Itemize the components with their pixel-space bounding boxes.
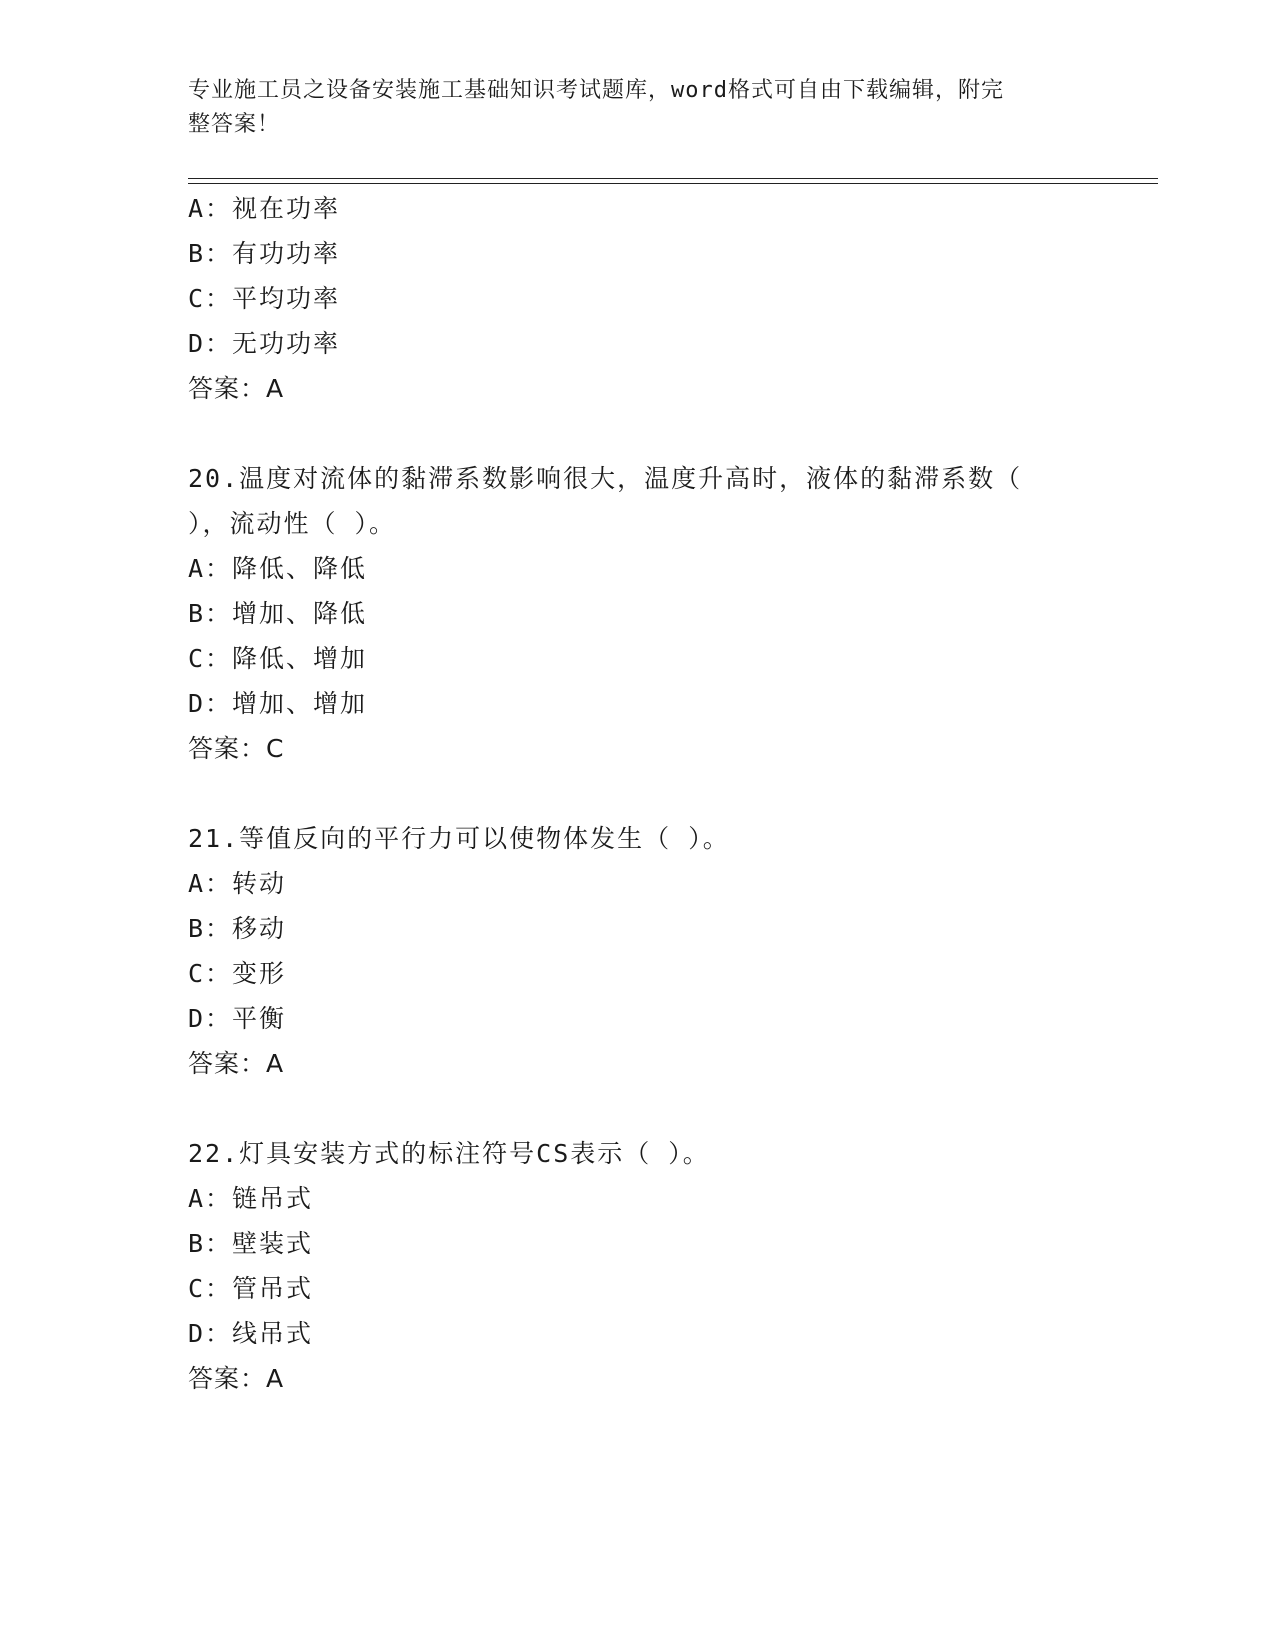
option-c: C：平均功率 xyxy=(188,284,341,313)
header-line-2: 整答案！ xyxy=(188,112,281,137)
option-b: B：有功功率 xyxy=(188,239,341,268)
option-c: C：变形 xyxy=(188,959,287,988)
option-a: A：视在功率 xyxy=(188,194,341,223)
option-d: D：增加、增加 xyxy=(188,689,368,718)
header-divider-top xyxy=(188,178,1158,179)
answer: 答案：A xyxy=(188,374,285,403)
option-d: D：线吊式 xyxy=(188,1319,314,1348)
header-line-1: 专业施工员之设备安装施工基础知识考试题库，word格式可自由下载编辑，附完 xyxy=(188,78,1004,103)
answer: 答案：A xyxy=(188,1364,285,1393)
document-header xyxy=(188,74,1088,142)
question-text: 22.灯具安装方式的标注符号CS表示（ ）。 xyxy=(188,1139,710,1168)
option-b: B：壁装式 xyxy=(188,1229,314,1258)
option-d: D：平衡 xyxy=(188,1004,287,1033)
option-a: A：转动 xyxy=(188,869,287,898)
option-b: B：增加、降低 xyxy=(188,599,368,628)
option-c: C：管吊式 xyxy=(188,1274,314,1303)
option-a: A：降低、降低 xyxy=(188,554,368,583)
answer: 答案：A xyxy=(188,1049,285,1078)
option-a: A：链吊式 xyxy=(188,1184,314,1213)
header-divider-bottom xyxy=(188,183,1158,184)
answer: 答案：C xyxy=(188,734,285,763)
question-text-continued: ），流动性（ ）。 xyxy=(188,509,397,538)
question-text: 21.等值反向的平行力可以使物体发生（ ）。 xyxy=(188,824,730,853)
option-c: C：降低、增加 xyxy=(188,644,368,673)
option-b: B：移动 xyxy=(188,914,287,943)
question-text: 20.温度对流体的黏滞系数影响很大，温度升高时，液体的黏滞系数（ xyxy=(188,464,1023,493)
option-d: D：无功功率 xyxy=(188,329,341,358)
